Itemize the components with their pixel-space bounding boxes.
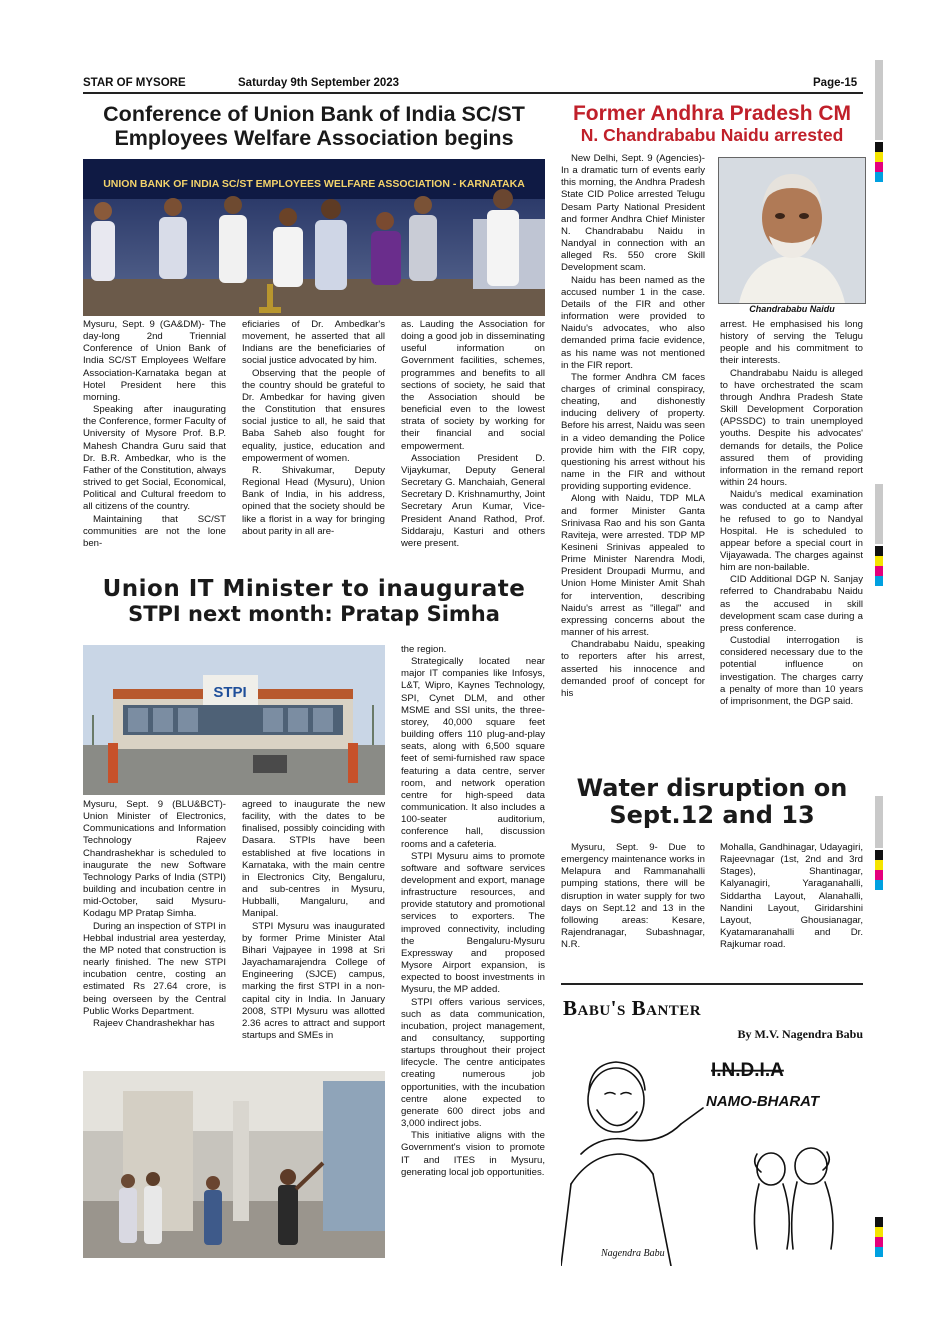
story2-paragraph: The former Andhra CM faces charges of criminal conspiracy, cheating, and dishonestly inducing delivery of property. Before his arrest, Naidu was seen in a video demanding the Police provide him with the FIR copy, questioning his arrest without his name in the FIR and without providing supporting evidence.: [561, 371, 705, 493]
story2-paragraph: Naidu has been named as the accused number 1 in the case. Details of the FIR and other information were provided to Naidu's advocates, who also demanded prima facie evidence, as his name was not mentioned in the FIR report.: [561, 274, 705, 371]
naidu-photo: [718, 157, 866, 304]
story1-headline-line2: Employees Welfare Association begins: [114, 126, 514, 151]
story2-paragraph: arrest. He emphasised his long history of serving the Telugu people and his commitment to their interests.: [720, 319, 863, 367]
story1-paragraph: Speaking after inaugurating the Conference, former Faculty of University of Mysore Prof. B.P. Mahesh Chandra Guru said that Dr. B.R. Ambedkar, who is the Father of the Constitution, always strived to get Social, Economical, Political and Cultural freedom to all citizens of the country.: [83, 404, 226, 513]
story2-paragraph: Chandrababu Naidu, speaking to reporters after his arrest, asserted his innocence and demanded proof of concept for his: [561, 639, 705, 699]
story3-paragraph: During an inspection of STPI in Hebbal industrial area yesterday, the MP noted that construction is nearly finished. The new STPI incubation centre, costing an estimated Rs 27.64 crore, is being overseen by the Central Public Works Department.: [83, 920, 226, 1017]
story2-paragraph: Chandrababu Naidu is alleged to have orchestrated the scam through Andhra Pradesh State Skill Development Corporation (APSSDC) to train unemployed youths. Despite his advocates' demands for details, the Police assured them of providing information in the remand report within 24 hours.: [720, 367, 863, 489]
issue-date: Saturday 9th September 2023: [238, 77, 400, 89]
cartoon-board-text-2: NAMO-BHARAT: [706, 1093, 820, 1110]
margin-grey-bar: [875, 60, 883, 140]
story2-paragraph: Naidu's medical examination was conducted at a camp after he refused to go to Nandyal Hospital. He is scheduled to appear before a special court in Vijayawada. The charges against him are non-bailable.: [720, 489, 863, 574]
swatch-cyan: [875, 576, 883, 586]
story2-headline-line2: N. Chandrababu Naidu arrested: [580, 124, 844, 145]
story3-column-3: [401, 644, 545, 1179]
story1-column-2: [242, 319, 385, 538]
swatch-magenta: [875, 870, 883, 880]
stpi-building-photo: [83, 645, 385, 795]
story2-paragraph: CID Additional DGP N. Sanjay referred to Chandrababu Naidu as the accused in skill development scam case during a press conference.: [720, 574, 863, 634]
story1-paragraph: Mysuru, Sept. 9 (GA&DM)- The day-long 2nd Triennial Conference of Union Bank of India SC/ST Employees Welfare Association-Karnataka began at Hotel President here this morning.: [83, 319, 226, 403]
story2-column-1: [561, 153, 705, 700]
story1-headline: [83, 102, 545, 150]
story2-paragraph: New Delhi, Sept. 9 (Agencies)- In a dramatic turn of events early this morning, the Andhra Pradesh State CID Police arrested Telugu Desam Party National President and former Andhra Chief Minister N. Chandrababu Naidu in Nandyal in connection with an alleged Rs. 550 crore Skill Development scam.: [561, 153, 705, 274]
header-rule: [83, 92, 863, 94]
swatch-cyan: [875, 1247, 883, 1257]
swatch-cyan: [875, 172, 883, 182]
cartoon-title: Babu's Banter: [563, 996, 702, 1020]
story3-headline-line2: STPI next month: Pratap Simha: [128, 601, 500, 626]
cartoon-drawing: [561, 1044, 863, 1266]
story1-paragraph: Association President D. Vijaykumar, Deputy General Secretary G. Manchaiah, General Secretary D. Krishnamurthy, Joint Secretary Arun Kumar, Vice-President Anand Rathod, Prof. Siddaraju, Kasturi and others were present.: [401, 452, 545, 549]
cartoon-top-rule: [561, 983, 863, 985]
page-number: Page-15: [813, 77, 858, 89]
story2-headline: [556, 102, 868, 145]
story3-paragraph: Mysuru, Sept. 9 (BLU&BCT)- Union Minister of Electronics, Communications and Information Technology Rajeev Chandrashekhar is scheduled to inaugurate the new Software Technology Parks of India (STPI) building and incubation centre in mid-October, said Mysuru-Kodagu MP Pratap Simha.: [83, 799, 226, 920]
conference-photo: [83, 159, 545, 316]
story3-column-2: [242, 799, 385, 1042]
story4-column-1: [561, 842, 705, 951]
swatch-black: [875, 142, 883, 152]
story1-paragraph: R. Shivakumar, Deputy Regional Head (Mysuru), Union Bank of India, in his address, opined that the society should be like a florist in a way for bringing about parity in all are-: [242, 464, 385, 537]
swatch-black: [875, 850, 883, 860]
story3-headline-line1: Union IT Minister to inaugurate: [102, 576, 526, 602]
story3-paragraph: Rajeev Chandrashekhar has: [93, 1017, 215, 1029]
story4-paragraph: Mysuru, Sept. 9- Due to emergency maintenance works in Melapura and Rammanahalli pumping stations, there will be disruption in water supply for two days on Sept.12 and 13 in the following areas: Kesare, Rajendranagar, Subashnagar, N.R.: [561, 842, 705, 951]
cartoon-byline: By M.V. Nagendra Babu: [737, 1027, 863, 1041]
story4-headline-line1: Water disruption on: [576, 774, 848, 802]
swatch-cyan: [875, 880, 883, 890]
margin-grey-bar: [875, 484, 883, 544]
naidu-photo-caption: Chandrababu Naidu: [749, 304, 835, 314]
margin-grey-bar: [875, 796, 883, 848]
cartoon-board-text-1: I.N.D.I.A: [711, 1060, 784, 1081]
story3-paragraph: STPI Mysuru was inaugurated by former Prime Minister Atal Bihari Vajpayee in 1998 at Sri Jayachamarajendra College of Engineering (SJCE) campus, marking the first STPI in a non-capital city in India. In January 2008, STPI Mysuru was allotted 2.36 acres to attract and support startups and SMEs in: [242, 920, 385, 1041]
story3-paragraph: This initiative aligns with the Government's vision to promote IT and ITES in Mysuru, generating local job opportunities.: [401, 1130, 545, 1178]
story3-paragraph: Strategically located near major IT companies like Infosys, L&T, Wipro, Kaynes Technology, SPI, Cynet DLM, and other MSME and SSI units, the three-storey, 40,000 square feet building offers 110 plug-and-play seats, along with 6,500 square feet of semi-furnished raw space featuring a data centre, server room, and network operation centre for high-speed data communication. It also includes a 100-seater auditorium, conference hall, discussion rooms and a cafeteria.: [401, 656, 545, 850]
swatch-yellow: [875, 152, 883, 162]
story1-paragraph: as. Lauding the Association for doing a good job in disseminating useful information on Government facilities, schemes, programmes and benefits to all sections of society, he said that the Association should be beneficial even to the lowest strata of society by working for their financial and social empowerment.: [401, 319, 545, 452]
story2-column-2: [720, 319, 863, 708]
story4-headline-line2: Sept.12 and 13: [609, 800, 815, 829]
story2-paragraph: Custodial interrogation is considered necessary due to the potential influence on investigation. The charges carry a penalty of more than 10 years of imprisonment, the DGP said.: [720, 635, 863, 707]
conference-banner-text: UNION BANK OF INDIA SC/ST EMPLOYEES WELFARE ASSOCIATION - KARNATAKA: [103, 178, 525, 190]
story4-headline: [556, 775, 868, 829]
cartoon-signature: Nagendra Babu: [601, 1248, 665, 1259]
stpi-sign-text: STPI: [213, 684, 247, 701]
swatch-magenta: [875, 1237, 883, 1247]
swatch-black: [875, 546, 883, 556]
swatch-yellow: [875, 1227, 883, 1237]
swatch-magenta: [875, 566, 883, 576]
story3-paragraph: agreed to inaugurate the new facility, with the dates to be finalised, possibly coinciding with Dasara. STPIs have been established at five locations in Karnataka, with the main centre in Electronics City, Bengaluru, and sub-centres in Mysuru, Hubballi, Mangaluru, and Manipal.: [242, 799, 385, 920]
story2-headline-line1: Former Andhra Pradesh CM: [572, 102, 852, 125]
story3-paragraph: STPI offers various services, such as data communication, incubation, project management, and consultancy, supporting startups throughout their project lifecycle. The centre anticipates creating numerous job opportunities, with the incubation centre alone expected to generate 600 direct jobs and 3,000 indirect jobs.: [401, 996, 545, 1130]
story3-headline: [83, 577, 545, 626]
swatch-yellow: [875, 556, 883, 566]
story1-column-3: [401, 319, 545, 550]
story3-paragraph: the region.: [401, 644, 447, 655]
paper-name: STAR OF MYSORE: [83, 77, 186, 89]
swatch-black: [875, 1217, 883, 1227]
story3-column-1: [83, 799, 226, 1030]
story1-paragraph: eficiaries of Dr. Ambedkar's movement, he asserted that all Indians are the beneficiaries of social justice advocated by him.: [242, 319, 385, 367]
story2-paragraph: Along with Naidu, TDP MLA and former Minister Ganta Srinivasa Rao and his son Ganta Raviteja, were arrested. TDP MP Kesineni Srinivas appealed to Prime Minister Narendra Modi, President Droupadi Murmu, and Union Home Minister Amit Shah for intervention, describing Naidu's arrest as "illegal" and expressing concerns about the manner of his arrest.: [561, 493, 705, 639]
story1-paragraph: Maintaining that SC/ST communities are not the lone ben-: [83, 513, 226, 549]
story4-paragraph: Mohalla, Gandhinagar, Udayagiri, Rajeevnagar (1st, 2nd and 3rd Stages), Shantinagar, Kalyanagiri, Yaraganahalli, Siddartha Layout, Alanahalli, Nandini Layout, Giridarshini Layout, Ghousianagar, Kyatamaranahalli and Dr. Rajkumar road.: [720, 842, 863, 951]
stpi-inspection-photo: [83, 1071, 385, 1258]
story1-paragraph: Observing that the people of the country should be grateful to Dr. Ambedkar for having given the Constitution that ensures social justice to all, he said that Baba Saheb also fought for equality, justice, education and empowerment of women.: [242, 367, 385, 464]
swatch-magenta: [875, 162, 883, 172]
swatch-yellow: [875, 860, 883, 870]
story1-column-1: [83, 319, 226, 550]
story4-column-2: [720, 842, 863, 951]
story1-headline-line1: Conference of Union Bank of India SC/ST: [103, 102, 525, 126]
story3-paragraph: STPI Mysuru aims to promote software and software services development and export, manage infrastructure resources, and provide statutory and promotional services to exporters. The improved connectivity, including the Bengaluru-Mysuru Expressway and proposed Mysore Airport expansion, is expected to boost investments in Mysuru, the MP added.: [401, 850, 545, 996]
